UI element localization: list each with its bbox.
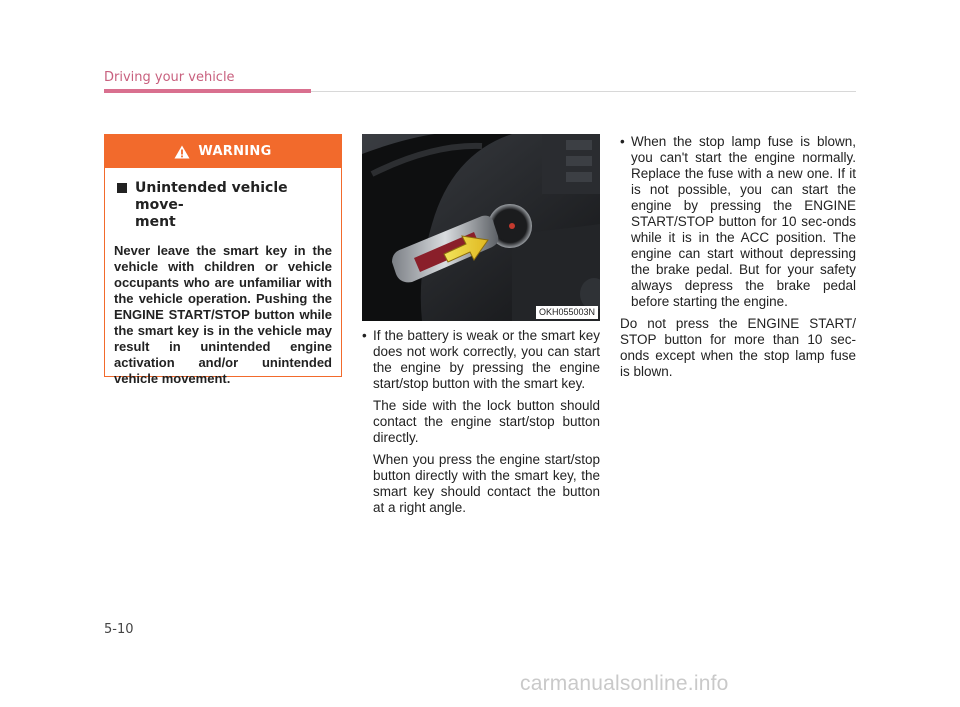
right-angle-paragraph: When you press the engine start/stop button directly with the smart key, the smart key should contact the button at a right angle. [373, 452, 600, 515]
battery-weak-bullet: • If the battery is weak or the smart key does not work correctly, you can start the engine by pressing the engine start/stop button with the smart key. [362, 328, 600, 392]
middle-column [362, 328, 600, 522]
warning-triangle-icon [174, 145, 190, 159]
section-title: Driving your vehicle [104, 70, 235, 85]
do-not-press-paragraph: Do not press the ENGINE START/ STOP button for more than 10 sec-onds except when the stop lamp fuse is blown. [620, 316, 856, 379]
page-number: 5-10 [104, 622, 134, 637]
warning-label: WARNING [198, 144, 272, 159]
warning-subtitle-line2: ment [135, 214, 176, 230]
right-column [620, 134, 856, 380]
figure-caption: OKH055003N [536, 306, 598, 319]
warning-header [105, 135, 341, 168]
lock-button-side-paragraph: The side with the lock button should contact the engine start/stop button directly. [373, 398, 600, 445]
warning-subtitle [117, 180, 331, 231]
warning-box [104, 134, 342, 386]
photo-illustration [362, 134, 600, 321]
warning-subtitle-line1: Unintended vehicle move- [135, 180, 288, 213]
warning-body: Never leave the smart key in the vehicle with children or vehicle occupants who are unfamiliar with the vehicle operation. Pushing the ENGINE START/STOP button while the smart key is in the vehicle may result in unintended engine activation and/or unintended vehicle movement. [114, 243, 332, 386]
square-bullet-icon [117, 183, 127, 193]
watermark: carmanualsonline.info [520, 672, 729, 695]
header-accent-rule [104, 89, 311, 93]
header-divider-rule [311, 91, 856, 92]
start-stop-button-photo [362, 134, 600, 321]
stop-lamp-fuse-bullet: • When the stop lamp fuse is blown, you can't start the engine normally. Replace the fuse with a new one. If it is not possible, you can start the engine by pressing the ENGINE START/STOP button for 10 sec-onds while it is in the ACC position. The engine can start without depressing the brake pedal. But for your safety always depress the brake pedal before starting the engine. [620, 134, 856, 310]
